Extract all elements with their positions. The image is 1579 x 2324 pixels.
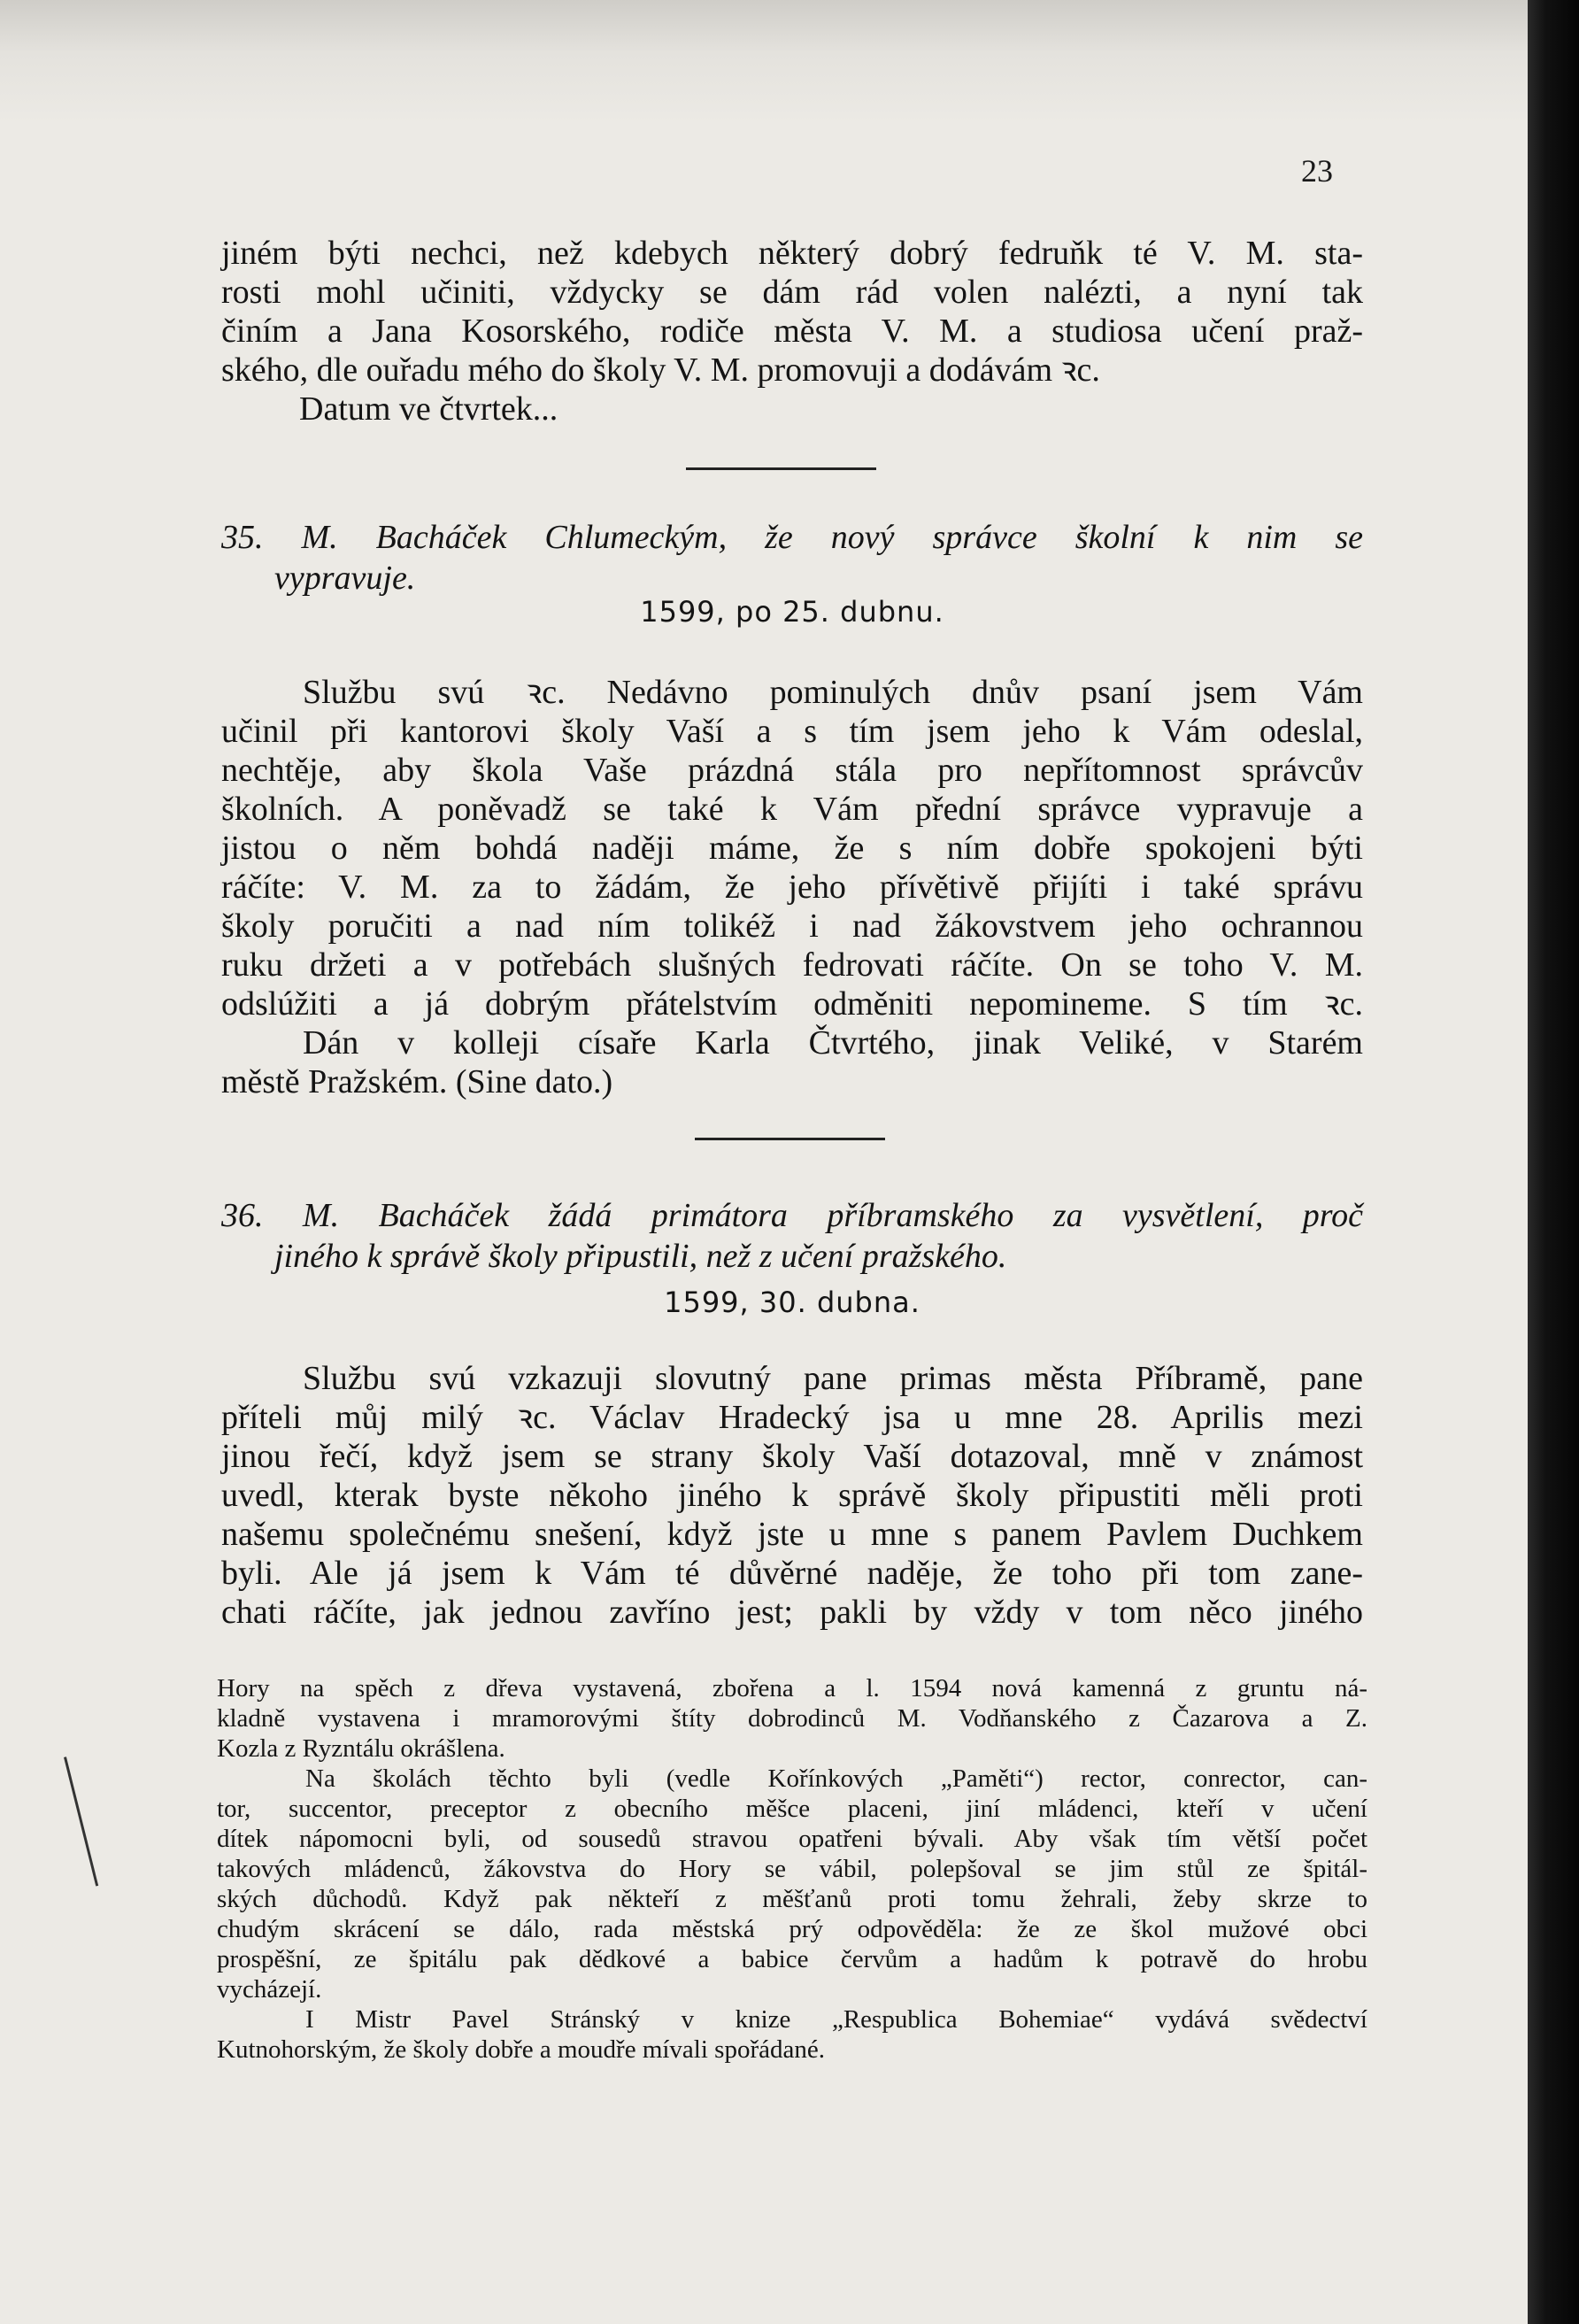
footnote-line: kladně vystavena i mramorovými štíty dobrodinců M. Vodňanského z Čazarova a Z.: [217, 1704, 1367, 1733]
footnote-line: tor, succentor, preceptor z obecního měšce placeni, jiní mládenci, kteří v učení: [217, 1795, 1367, 1823]
letter-36-heading: [221, 1195, 1363, 1277]
text-line: ského, dle ouřadu mého do školy V. M. promovuji a dodávám ꝛc.: [221, 351, 1100, 389]
letter-35-body: [221, 673, 1363, 1101]
footnote-line: Kozla z Ryzntálu okrášlena.: [217, 1734, 505, 1763]
text-line: našemu společnému snešení, když jste u mne s panem Pavlem Duchkem: [221, 1516, 1363, 1553]
text-line: jinou řečí, když jsem se strany školy Vaší dotazoval, mně v známost: [221, 1438, 1363, 1475]
heading-line: jiného k správě školy připustili, než z učení pražského.: [274, 1238, 1007, 1275]
letter-35-heading: [221, 517, 1363, 598]
text-line: rosti mohl učiniti, vždycky se dám rád volen nalézti, a nyní tak: [221, 274, 1363, 311]
text-line: učinil při kantorovi školy Vaší a s tím jsem jeho k Vám odeslal,: [221, 713, 1363, 750]
footnote-line: dítek nápomocni byli, od sousedů stravou opatřeni bývali. Aby však tím větší počet: [217, 1825, 1367, 1853]
text-line: ráčíte: V. M. za to žádám, že jeho přívětivě přijíti i také správu: [221, 869, 1363, 906]
heading-line: vypravuje.: [274, 560, 416, 597]
section-divider: [686, 467, 876, 470]
text-line: jistou o něm bohdá naději máme, že s ním dobře spokojeni býti: [221, 830, 1363, 867]
footnote-line: chudým skrácení se dálo, rada městská prý odpověděla: že ze škol mužové obci: [217, 1915, 1367, 1943]
text-line: činím a Jana Kosorského, rodiče města V. M. a studiosa učení praž-: [221, 313, 1363, 350]
footnotes: [217, 1673, 1367, 2065]
text-line: odslúžiti a já dobrým přátelstvím odměniti nepomineme. S tím ꝛc.: [221, 985, 1363, 1023]
letter-36-date: 1599, 30. dubna.: [664, 1286, 920, 1319]
text-line: Dán v kolleji císaře Karla Čtvrtého, jinak Veliké, v Starém: [303, 1024, 1363, 1062]
text-line: Datum ve čtvrtek...: [299, 390, 558, 428]
footnote-line: Na školách těchto byli (vedle Kořínkových „Paměti“) rector, conrector, can-: [305, 1764, 1367, 1793]
text-line: nechtěje, aby škola Vaše prázdná stála pro nepřítomnost správcův: [221, 752, 1363, 789]
letter-35-date: 1599, po 25. dubnu.: [640, 595, 944, 629]
text-line: chati ráčíte, jak jednou zavříno jest; pakli by vždy v tom něco jiného: [221, 1594, 1363, 1631]
text-line: ruku držeti a v potřebách slušných fedrovati ráčíte. On se toho V. M.: [221, 946, 1363, 984]
footnote-line: I Mistr Pavel Stránský v knize „Respublica Bohemiae“ vydává svědectví: [305, 2005, 1367, 2034]
footnote-line: vycházejí.: [217, 1975, 322, 2004]
text-line: Službu svú ꝛc. Nedávno pominulých dnův psaní jsem Vám: [303, 674, 1363, 711]
text-line: Službu svú vzkazuji slovutný pane primas města Příbramě, pane: [303, 1360, 1363, 1397]
footnote-line: Kutnohorským, že školy dobře a moudře mívali spořádané.: [217, 2035, 825, 2064]
page-number: 23: [1301, 153, 1333, 189]
footnote-line: ských důchodů. Když pak někteří z měšťanů proti tomu žehrali, žeby skrze to: [217, 1885, 1367, 1913]
text-line: městě Pražském. (Sine dato.): [221, 1063, 613, 1100]
intro-paragraph: [221, 234, 1363, 429]
text-line: školních. A poněvadž se také k Vám přední správce vypravuje a: [221, 791, 1363, 828]
section-divider: [695, 1138, 885, 1140]
footnote-line: prospěšní, ze špitálu pak dědkové a babice červům a hadům k potravě do hrobu: [217, 1945, 1367, 1973]
heading-line: 35. M. Bacháček Chlumeckým, že nový správce školní k nim se: [221, 519, 1363, 556]
text-line: uvedl, kterak byste někoho jiného k správě školy připustiti měli proti: [221, 1477, 1363, 1514]
page-edge-shadow: [1528, 0, 1579, 2324]
text-line: jiném býti nechci, než kdebych některý dobrý fedruňk té V. M. sta-: [221, 235, 1363, 272]
footnote-line: Hory na spěch z dřeva vystavená, zbořena a l. 1594 nová kamenná z gruntu ná-: [217, 1674, 1367, 1702]
letter-36-body: [221, 1359, 1363, 1632]
footnote-line: takových mládenců, žákovstva do Hory se vábil, polepšoval se jim stůl ze špitál-: [217, 1855, 1367, 1883]
text-line: školy poručiti a nad ním tolikéž i nad žákovstvem jeho ochrannou: [221, 907, 1363, 945]
heading-line: 36. M. Bacháček žádá primátora příbramského za vysvětlení, proč: [221, 1197, 1363, 1234]
text-line: příteli můj milý ꝛc. Václav Hradecký jsa u mne 28. Aprilis mezi: [221, 1399, 1363, 1436]
text-line: byli. Ale já jsem k Vám té důvěrné naděje, že toho při tom zane-: [221, 1555, 1363, 1592]
